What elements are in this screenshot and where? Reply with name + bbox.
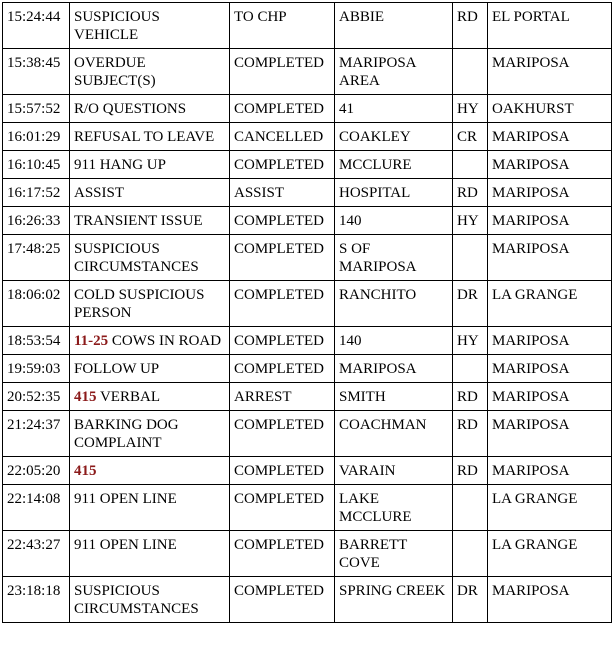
time-cell: 16:26:33 — [3, 207, 70, 235]
call-type-cell — [70, 151, 230, 179]
disposition-cell: COMPLETED — [230, 207, 335, 235]
location-cell: COAKLEY — [335, 123, 453, 151]
call-type-text: REFUSAL TO LEAVE — [74, 129, 215, 145]
city-cell: MARIPOSA — [488, 383, 612, 411]
call-type-cell — [70, 383, 230, 411]
call-type-text: 911 OPEN LINE — [74, 491, 177, 507]
call-type-cell — [70, 355, 230, 383]
call-type-cell — [70, 123, 230, 151]
time-cell: 16:10:45 — [3, 151, 70, 179]
call-type-text: 911 OPEN LINE — [74, 537, 177, 553]
street-suffix-cell: RD — [453, 411, 488, 457]
city-cell: OAKHURST — [488, 95, 612, 123]
call-type-text: SUSPICIOUS VEHICLE — [74, 9, 160, 43]
table-row — [3, 411, 612, 457]
table-row — [3, 95, 612, 123]
disposition-cell: COMPLETED — [230, 355, 335, 383]
call-type-text: OVERDUE SUBJECT(S) — [74, 55, 156, 89]
table-row — [3, 327, 612, 355]
disposition-cell: COMPLETED — [230, 327, 335, 355]
location-cell: BARRETT COVE — [335, 531, 453, 577]
disposition-cell: ASSIST — [230, 179, 335, 207]
time-cell: 18:53:54 — [3, 327, 70, 355]
time-cell: 17:48:25 — [3, 235, 70, 281]
table-row — [3, 485, 612, 531]
disposition-cell: COMPLETED — [230, 281, 335, 327]
location-cell: COACHMAN — [335, 411, 453, 457]
street-suffix-cell: RD — [453, 179, 488, 207]
table-row — [3, 207, 612, 235]
time-cell: 23:18:18 — [3, 577, 70, 623]
table-row — [3, 179, 612, 207]
location-cell: SMITH — [335, 383, 453, 411]
location-cell: MARIPOSA — [335, 355, 453, 383]
street-suffix-cell: DR — [453, 577, 488, 623]
call-log-body — [3, 3, 612, 623]
street-suffix-cell: RD — [453, 383, 488, 411]
location-cell: RANCHITO — [335, 281, 453, 327]
location-cell: HOSPITAL — [335, 179, 453, 207]
time-cell: 22:05:20 — [3, 457, 70, 485]
penal-code: 415 — [74, 463, 97, 479]
time-cell: 15:38:45 — [3, 49, 70, 95]
call-type-text: SUSPICIOUS CIRCUMSTANCES — [74, 241, 199, 275]
penal-code: 415 — [74, 389, 97, 405]
call-type-text: VERBAL — [96, 389, 160, 405]
call-type-cell — [70, 281, 230, 327]
city-cell: MARIPOSA — [488, 235, 612, 281]
call-type-text: COLD SUSPICIOUS PERSON — [74, 287, 205, 321]
call-type-cell — [70, 531, 230, 577]
call-type-cell — [70, 457, 230, 485]
table-row — [3, 457, 612, 485]
disposition-cell: CANCELLED — [230, 123, 335, 151]
street-suffix-cell: RD — [453, 3, 488, 49]
disposition-cell: COMPLETED — [230, 49, 335, 95]
street-suffix-cell — [453, 235, 488, 281]
disposition-cell: ARREST — [230, 383, 335, 411]
call-type-cell — [70, 207, 230, 235]
street-suffix-cell: CR — [453, 123, 488, 151]
call-type-text: ASSIST — [74, 185, 125, 201]
disposition-cell: COMPLETED — [230, 577, 335, 623]
table-row — [3, 531, 612, 577]
call-type-cell — [70, 577, 230, 623]
time-cell: 15:57:52 — [3, 95, 70, 123]
table-row — [3, 3, 612, 49]
call-type-cell — [70, 49, 230, 95]
call-type-text: 911 HANG UP — [74, 157, 166, 173]
time-cell: 19:59:03 — [3, 355, 70, 383]
street-suffix-cell: HY — [453, 327, 488, 355]
location-cell: SPRING CREEK — [335, 577, 453, 623]
city-cell: MARIPOSA — [488, 49, 612, 95]
penal-code: 11-25 — [74, 333, 109, 349]
disposition-cell: COMPLETED — [230, 411, 335, 457]
city-cell: MARIPOSA — [488, 123, 612, 151]
time-cell: 22:14:08 — [3, 485, 70, 531]
table-row — [3, 235, 612, 281]
city-cell: LA GRANGE — [488, 531, 612, 577]
call-type-text: TRANSIENT ISSUE — [74, 213, 203, 229]
call-type-text: SUSPICIOUS CIRCUMSTANCES — [74, 583, 199, 617]
street-suffix-cell: DR — [453, 281, 488, 327]
call-type-text: R/O QUESTIONS — [74, 101, 187, 117]
disposition-cell: COMPLETED — [230, 151, 335, 179]
street-suffix-cell: RD — [453, 457, 488, 485]
time-cell: 20:52:35 — [3, 383, 70, 411]
street-suffix-cell: HY — [453, 207, 488, 235]
location-cell: LAKE MCCLURE — [335, 485, 453, 531]
disposition-cell: COMPLETED — [230, 531, 335, 577]
street-suffix-cell — [453, 355, 488, 383]
city-cell: MARIPOSA — [488, 411, 612, 457]
call-type-cell — [70, 327, 230, 355]
call-log-table — [2, 2, 612, 623]
location-cell: 140 — [335, 207, 453, 235]
table-row — [3, 151, 612, 179]
street-suffix-cell — [453, 531, 488, 577]
call-type-cell — [70, 485, 230, 531]
city-cell: MARIPOSA — [488, 577, 612, 623]
street-suffix-cell — [453, 485, 488, 531]
city-cell: LA GRANGE — [488, 485, 612, 531]
disposition-cell: COMPLETED — [230, 95, 335, 123]
call-type-cell — [70, 411, 230, 457]
time-cell: 15:24:44 — [3, 3, 70, 49]
city-cell: MARIPOSA — [488, 355, 612, 383]
street-suffix-cell — [453, 151, 488, 179]
city-cell: MARIPOSA — [488, 179, 612, 207]
table-row — [3, 123, 612, 151]
time-cell: 16:17:52 — [3, 179, 70, 207]
location-cell: 41 — [335, 95, 453, 123]
call-type-text: COWS IN ROAD — [108, 333, 222, 349]
table-row — [3, 281, 612, 327]
disposition-cell: COMPLETED — [230, 485, 335, 531]
disposition-cell: COMPLETED — [230, 457, 335, 485]
city-cell: EL PORTAL — [488, 3, 612, 49]
disposition-cell: TO CHP — [230, 3, 335, 49]
city-cell: LA GRANGE — [488, 281, 612, 327]
table-row — [3, 577, 612, 623]
street-suffix-cell — [453, 49, 488, 95]
call-type-text: FOLLOW UP — [74, 361, 160, 377]
city-cell: MARIPOSA — [488, 207, 612, 235]
call-type-text: BARKING DOG COMPLAINT — [74, 417, 179, 451]
time-cell: 18:06:02 — [3, 281, 70, 327]
location-cell: ABBIE — [335, 3, 453, 49]
table-row — [3, 383, 612, 411]
city-cell: MARIPOSA — [488, 327, 612, 355]
call-type-cell — [70, 3, 230, 49]
location-cell: VARAIN — [335, 457, 453, 485]
table-row — [3, 355, 612, 383]
time-cell: 16:01:29 — [3, 123, 70, 151]
location-cell: MCCLURE — [335, 151, 453, 179]
time-cell: 22:43:27 — [3, 531, 70, 577]
location-cell: 140 — [335, 327, 453, 355]
location-cell: S OF MARIPOSA — [335, 235, 453, 281]
disposition-cell: COMPLETED — [230, 235, 335, 281]
table-row — [3, 49, 612, 95]
call-type-cell — [70, 235, 230, 281]
time-cell: 21:24:37 — [3, 411, 70, 457]
street-suffix-cell: HY — [453, 95, 488, 123]
city-cell: MARIPOSA — [488, 151, 612, 179]
location-cell: MARIPOSA AREA — [335, 49, 453, 95]
call-type-cell — [70, 95, 230, 123]
call-type-cell — [70, 179, 230, 207]
city-cell: MARIPOSA — [488, 457, 612, 485]
